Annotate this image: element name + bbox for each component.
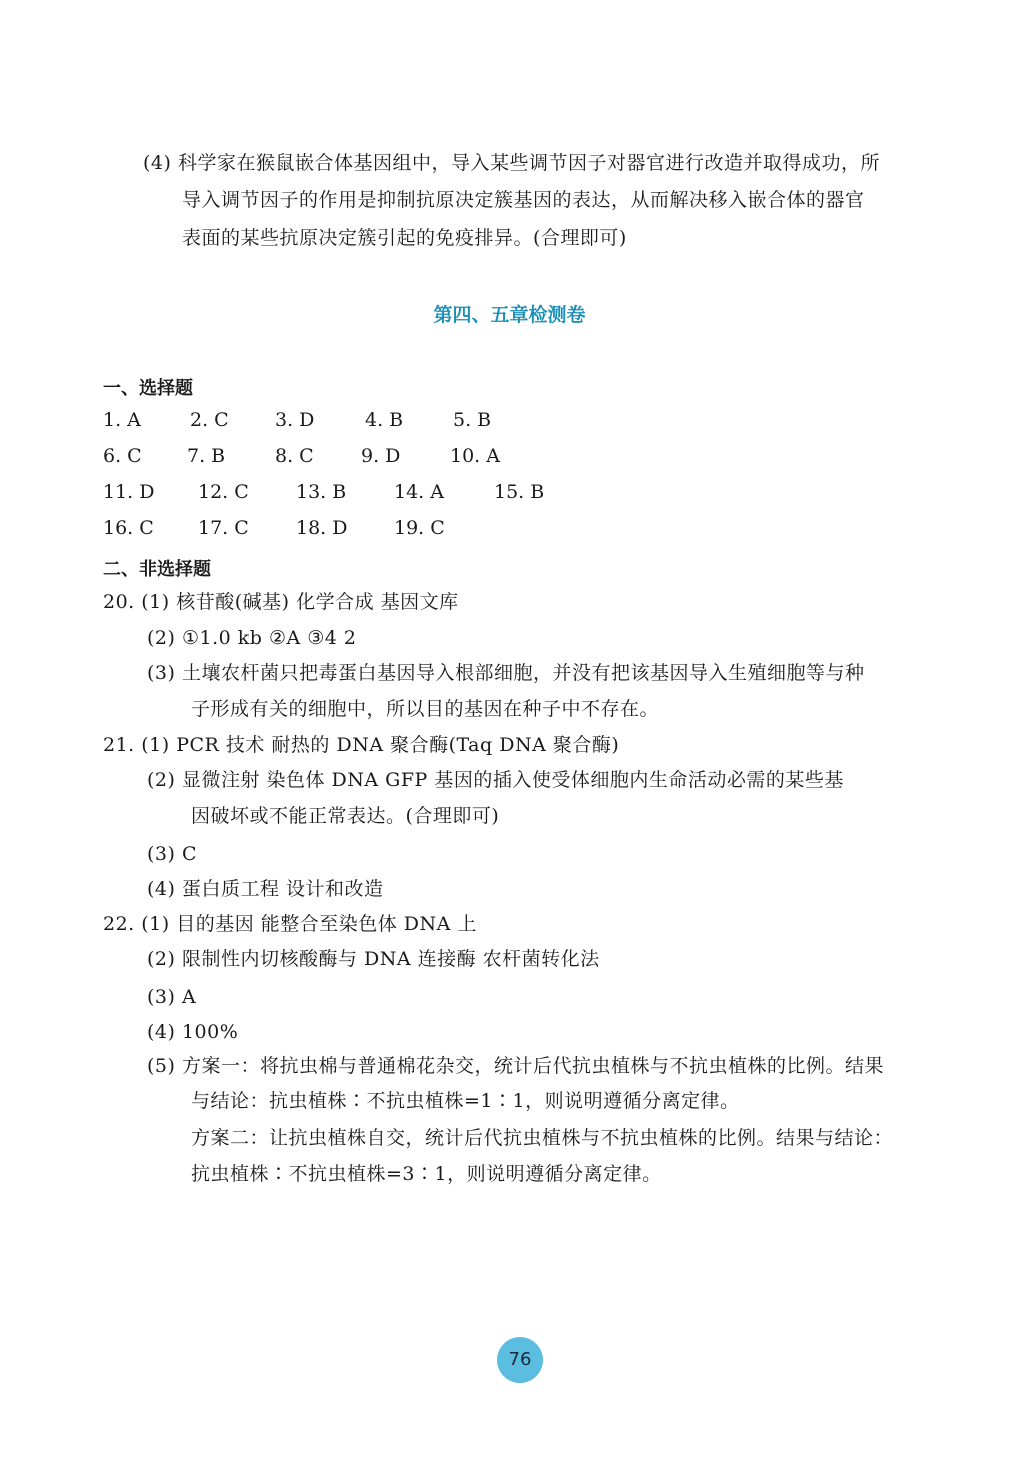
chapter-title: 第四、五章检测卷 (433, 304, 586, 326)
mc-answer: 4. B (365, 409, 404, 431)
mc-answer: 6. C (103, 445, 142, 467)
section-heading-nonchoice: 二、非选择题 (103, 559, 211, 580)
mc-answer: 1. A (103, 409, 141, 431)
q21-part3: (3) C (147, 843, 197, 865)
mc-answer: 3. D (275, 409, 315, 431)
q20-part3-cont: 子形成有关的细胞中，所以目的基因在种子中不存在。 (191, 698, 660, 720)
mc-answer: 16. C (103, 517, 154, 539)
mc-answer: 10. A (450, 445, 500, 467)
q21-part4: (4) 蛋白质工程 设计和改造 (147, 878, 384, 900)
section-heading-choice: 一、选择题 (103, 378, 193, 399)
q21-part1: 21. (1) PCR 技术 耐热的 DNA 聚合酶(Taq DNA 聚合酶) (103, 734, 620, 756)
mc-answer: 19. C (394, 517, 445, 539)
q22-part5-cont-3: 抗虫植株∶不抗虫植株=3∶1，则说明遵循分离定律。 (191, 1163, 662, 1185)
q20-part2: (2) ①1.0 kb ②A ③4 2 (147, 627, 357, 649)
mc-answer: 14. A (394, 481, 444, 503)
q22-part3: (3) A (147, 986, 197, 1008)
mc-answer: 18. D (296, 517, 348, 539)
q22-part2: (2) 限制性内切核酸酶与 DNA 连接酶 农杆菌转化法 (147, 948, 600, 970)
mc-answer: 11. D (103, 481, 155, 503)
intro-line-2: 导入调节因子的作用是抑制抗原决定簇基因的表达，从而解决移入嵌合体的器官 (182, 189, 865, 211)
q21-part2: (2) 显微注射 染色体 DNA GFP 基因的插入使受体细胞内生命活动必需的某些基 (147, 769, 844, 791)
q20-part1: 20. (1) 核苷酸(碱基) 化学合成 基因文库 (103, 591, 459, 613)
q20-part3: (3) 土壤农杆菌只把毒蛋白基因导入根部细胞，并没有把该基因导入生殖细胞等与种 (147, 662, 865, 684)
intro-line-1: (4) 科学家在猴鼠嵌合体基因组中，导入某些调节因子对器官进行改造并取得成功，所 (143, 152, 880, 174)
mc-answer: 15. B (494, 481, 545, 503)
mc-answer: 8. C (275, 445, 314, 467)
q22-part5-cont-1: 与结论：抗虫植株∶不抗虫植株=1∶1，则说明遵循分离定律。 (191, 1090, 740, 1112)
mc-answer: 9. D (361, 445, 401, 467)
q22-part1: 22. (1) 目的基因 能整合至染色体 DNA 上 (103, 913, 477, 935)
q21-part2-cont: 因破坏或不能正常表达。(合理即可) (191, 805, 500, 827)
page-number-badge: 76 (497, 1337, 543, 1383)
mc-answer: 12. C (198, 481, 249, 503)
mc-answer: 5. B (453, 409, 492, 431)
intro-line-3: 表面的某些抗原决定簇引起的免疫排异。(合理即可) (182, 227, 627, 249)
q22-part5: (5) 方案一：将抗虫棉与普通棉花杂交，统计后代抗虫植株与不抗虫植株的比例。结果 (147, 1055, 884, 1077)
mc-answer: 17. C (198, 517, 249, 539)
mc-answer: 2. C (190, 409, 229, 431)
q22-part5-cont-2: 方案二：让抗虫植株自交，统计后代抗虫植株与不抗虫植株的比例。结果与结论： (191, 1127, 894, 1149)
mc-answer: 13. B (296, 481, 347, 503)
q22-part4: (4) 100% (147, 1021, 239, 1043)
mc-answer: 7. B (187, 445, 226, 467)
